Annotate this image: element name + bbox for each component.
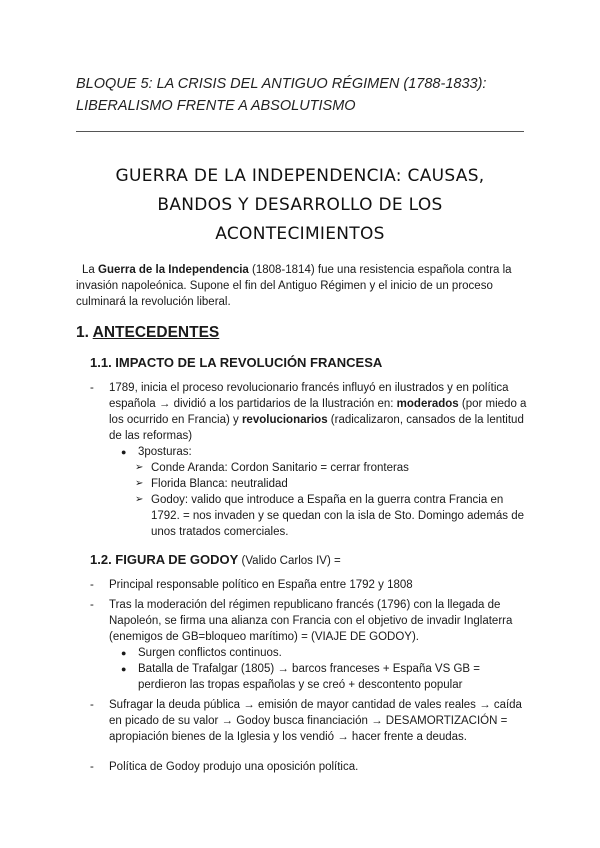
block-header-line-1: BLOQUE 5: LA CRISIS DEL ANTIGUO RÉGIMEN (1788-1833):: [76, 76, 487, 92]
horizontal-divider: [76, 131, 524, 132]
dash-marker: -: [90, 599, 94, 611]
bullet-item: [90, 444, 530, 460]
arrow-text: Conde Aranda: Cordon Sanitario = cerrar fronteras: [151, 462, 409, 474]
arrow-bullet-icon: ➢: [135, 494, 144, 505]
dash-marker: -: [90, 579, 94, 591]
page-title-line-1: GUERRA DE LA INDEPENDENCIA: CAUSAS,: [115, 166, 485, 186]
dash-marker: -: [90, 761, 94, 773]
dash-marker: -: [90, 382, 94, 394]
list-item: [90, 759, 530, 775]
item-text: Principal responsable político en España entre 1792 y 1808: [109, 579, 413, 591]
item-text: (por miedo a los ocurrido en Francia) y: [109, 398, 527, 426]
intro-rest: (1808-1814) fue una resistencia española contra la invasión napoleónica. Supone el fin del Antiguo Régimen y el inicio de un proceso culminará la revolución liberal.: [76, 264, 512, 308]
block-header-line-2: LIBERALISMO FRENTE A ABSOLUTISMO: [76, 98, 356, 114]
list-item: [90, 380, 530, 444]
bullet-dot-icon: ●: [121, 664, 127, 674]
subsection-title: 1.2. FIGURA DE GODOY: [90, 552, 239, 567]
subsection-heading-godoy: [90, 552, 341, 567]
item-text: 1789, inicia el proceso revolucionario francés influyó en ilustrados y en política española → dividió a los partidarios de la Ilustración en:: [109, 382, 509, 410]
item-text: (radicalizaron, cansados de la lentitud de las reformas): [109, 414, 524, 442]
subsection-heading-revolucion: 1.1. IMPACTO DE LA REVOLUCIÓN FRANCESA: [90, 355, 383, 370]
section-number: 1.: [76, 324, 93, 341]
item-text: Tras la moderación del régimen republicano francés (1796) con la llegada de Napoleón, se firma una alianza con Francia con el objetivo de invadir Inglaterra (enemigos de GB=bloqueo marítimo) = (VIAJE DE GODOY).: [109, 599, 513, 643]
block-header: [76, 73, 536, 117]
arrow-text: Florida Blanca: neutralidad: [151, 478, 288, 490]
page-title: [60, 162, 540, 249]
intro-bold-term: Guerra de la Independencia: [98, 264, 249, 276]
bullet-dot-icon: ●: [121, 447, 127, 457]
bullet-text: Batalla de Trafalgar (1805) → barcos franceses + España VS GB = perdieron las tropas españolas y se creó + descontento popular: [138, 663, 480, 691]
arrow-bullet-icon: ➢: [135, 478, 144, 489]
list-item: [90, 597, 530, 645]
item-bold-revolucionarios: revolucionarios: [241, 414, 328, 426]
item-text: Política de Godoy produjo una oposición política.: [109, 761, 359, 773]
godoy-list: [90, 577, 530, 775]
intro-prefix: La: [82, 264, 98, 276]
section-heading-antecedentes: [76, 324, 219, 342]
arrow-text: Godoy: valido que introduce a España en la guerra contra Francia en 1792. = nos invaden y se quedan con la isla de Sto. Domingo además de unos tratados comerciales.: [151, 494, 525, 538]
item-text: Sufragar la deuda pública → emisión de mayor cantidad de vales reales → caída en picado de su valor → Godoy busca financiación → DESAMORTIZACIÓN = apropiación bienes de la Iglesia y los vendió → hacer frente a deudas.: [109, 699, 522, 743]
list-item: [90, 577, 530, 593]
page-title-line-2: BANDOS Y DESARROLLO DE LOS: [157, 195, 443, 215]
bullet-item: [90, 645, 530, 661]
bullet-dot-icon: ●: [121, 648, 127, 658]
arrow-item: [90, 492, 530, 540]
revolucion-list: [90, 380, 530, 540]
bullet-item: [90, 661, 530, 693]
arrow-item: [90, 460, 530, 476]
dash-marker: -: [90, 699, 94, 711]
subsection-note: (Valido Carlos IV) =: [238, 555, 341, 567]
bullet-text: Surgen conflictos continuos.: [138, 647, 282, 659]
list-item: [90, 697, 530, 745]
intro-paragraph: [76, 262, 536, 310]
bullet-text: 3posturas:: [138, 446, 192, 458]
arrow-bullet-icon: ➢: [135, 462, 144, 473]
section-title: ANTECEDENTES: [92, 324, 220, 341]
page-title-line-3: ACONTECIMIENTOS: [215, 224, 385, 244]
item-bold-moderados: moderados: [396, 398, 459, 410]
arrow-item: [90, 476, 530, 492]
